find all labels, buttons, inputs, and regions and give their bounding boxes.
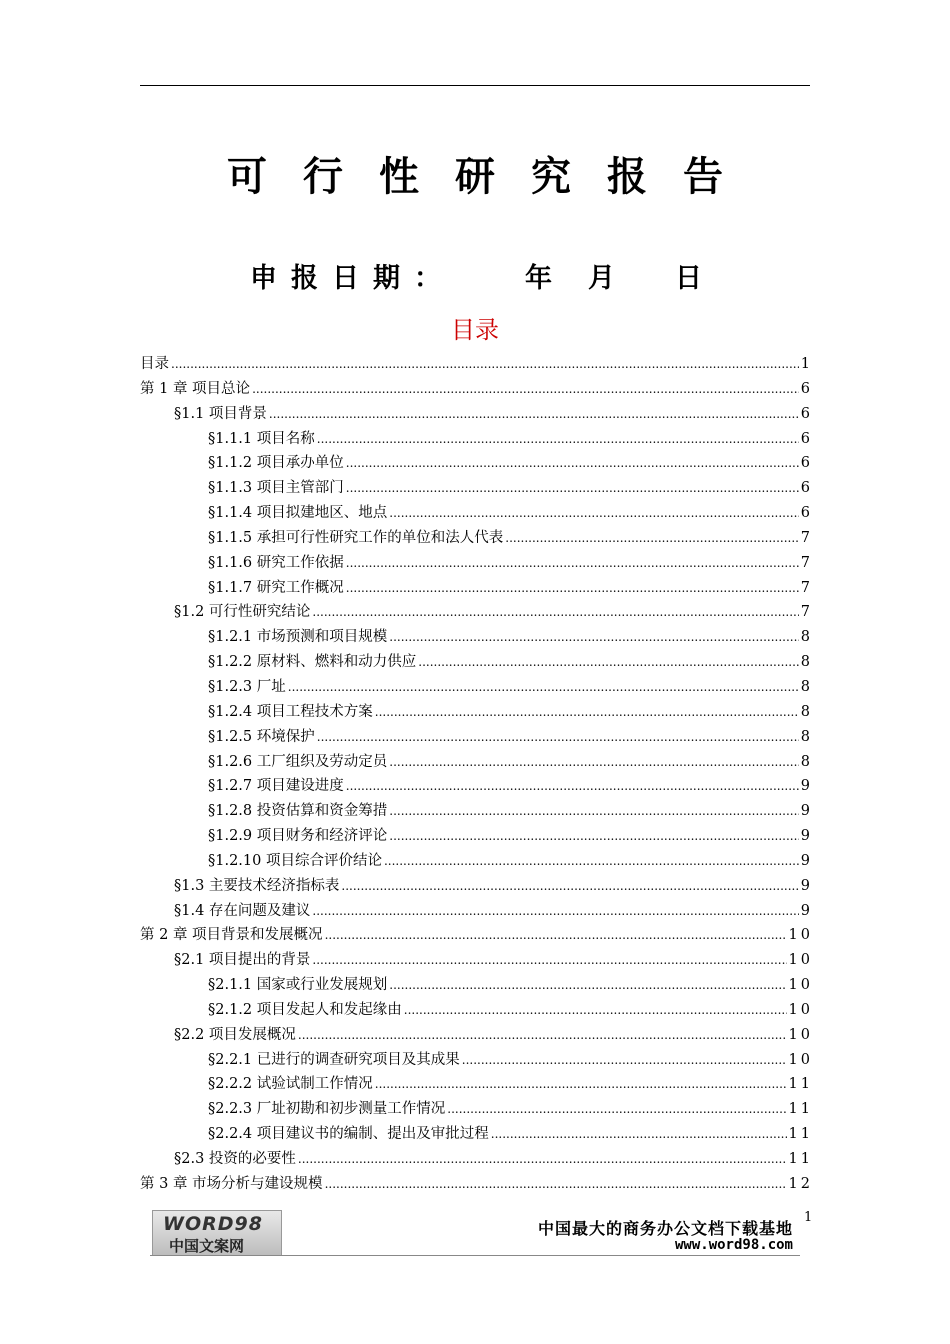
toc-dot-leader: [384, 849, 799, 874]
logo-text: WORD98: [163, 1213, 263, 1235]
toc-entry-page: 11: [788, 1076, 813, 1093]
toc-entry-page: 8: [800, 703, 813, 720]
toc-entry[interactable]: [140, 1097, 813, 1122]
toc-entry[interactable]: [140, 849, 813, 874]
toc-entry-title: §1.1.3 项目主管部门: [208, 480, 344, 497]
toc-dot-leader: [404, 998, 787, 1023]
toc-entry[interactable]: [140, 1172, 813, 1197]
toc-entry[interactable]: [140, 476, 813, 501]
toc-entry[interactable]: [140, 501, 813, 526]
toc-entry-title: §1.2.3 厂址: [208, 678, 286, 695]
toc-entry-title: §1.2.6 工厂组织及劳动定员: [208, 753, 388, 770]
toc-entry-page: 11: [788, 1101, 813, 1118]
toc-dot-leader: [346, 576, 799, 601]
toc-entry-page: 9: [800, 803, 813, 820]
toc-entry[interactable]: [140, 526, 813, 551]
toc-dot-leader: [389, 799, 799, 824]
toc-entry-title: 目录: [140, 356, 169, 372]
toc-dot-leader: [317, 427, 799, 452]
toc-entry[interactable]: [140, 1147, 813, 1172]
toc-entry[interactable]: [140, 1048, 813, 1073]
footer-url[interactable]: www.word98.com: [674, 1237, 793, 1253]
toc-dot-leader: [346, 476, 799, 501]
toc-entry-title: §1.1 项目背景: [174, 405, 267, 422]
toc-entry[interactable]: [140, 600, 813, 625]
toc-entry-page: 10: [788, 1026, 813, 1043]
toc-entry-title: §2.1.1 国家或行业发展规划: [208, 977, 388, 994]
toc-entry[interactable]: [140, 625, 813, 650]
toc-entry[interactable]: [140, 451, 813, 476]
toc-dot-leader: [447, 1097, 786, 1122]
toc-entry-title: §1.2.5 环境保护: [208, 728, 315, 745]
toc-entry[interactable]: [140, 650, 813, 675]
toc-entry-page: 10: [788, 1051, 813, 1068]
toc-entry[interactable]: [140, 998, 813, 1023]
toc-entry[interactable]: [140, 675, 813, 700]
toc-dot-leader: [269, 402, 799, 427]
toc-dot-leader: [375, 700, 799, 725]
toc-entry-title: §1.2.9 项目财务和经济评论: [208, 828, 388, 845]
toc-entry-page: 8: [800, 678, 813, 695]
toc-entry-page: 10: [788, 977, 813, 994]
toc-entry-page: 7: [800, 529, 813, 546]
document-title: 可行性研究报告: [227, 154, 759, 200]
toc-dot-leader: [418, 650, 799, 675]
footer-rule: [150, 1255, 800, 1256]
toc-entry-title: §2.3 投资的必要性: [174, 1151, 296, 1167]
toc-entry-title: §2.1 项目提出的背景: [174, 952, 311, 969]
toc-entry-title: §2.2.3 厂址初勘和初步测量工作情况: [208, 1101, 446, 1118]
toc-dot-leader: [346, 551, 799, 576]
toc-entry[interactable]: [140, 352, 813, 377]
toc-dot-leader: [341, 874, 798, 899]
toc-entry-page: 6: [800, 505, 813, 522]
toc-dot-leader: [389, 501, 799, 526]
toc-entry-page: 9: [800, 778, 813, 795]
toc-entry-title: §1.1.1 项目名称: [208, 430, 315, 447]
toc-entry-page: 6: [800, 430, 813, 447]
toc-entry-page: 9: [800, 828, 813, 845]
toc-entry-title: §2.1.2 项目发起人和发起缘由: [208, 1001, 402, 1018]
toc-entry[interactable]: [140, 576, 813, 601]
toc-entry-title: §2.2.2 试验试制工作情况: [208, 1076, 373, 1093]
toc-entry[interactable]: [140, 725, 813, 750]
date-day-unit: 日: [675, 263, 702, 294]
toc-entry[interactable]: [140, 874, 813, 899]
toc-entry-page: 8: [800, 654, 813, 671]
toc-entry[interactable]: [140, 948, 813, 973]
toc-entry-title: §1.2.7 项目建设进度: [208, 778, 344, 795]
toc-dot-leader: [325, 1172, 787, 1197]
toc-entry-page: 12: [788, 1175, 813, 1192]
toc-dot-leader: [346, 774, 799, 799]
page-number: 1: [804, 1210, 813, 1225]
toc-entry[interactable]: [140, 1023, 813, 1048]
toc-entry-title: §1.1.7 研究工作概况: [208, 579, 344, 596]
toc-dot-leader: [288, 675, 799, 700]
toc-entry[interactable]: [140, 973, 813, 998]
toc-entry-title: §1.1.4 项目拟建地区、地点: [208, 505, 388, 522]
toc-entry[interactable]: [140, 377, 813, 402]
toc-entry[interactable]: [140, 551, 813, 576]
toc-entry-page: 10: [788, 1001, 813, 1018]
toc-entry-page: 11: [788, 1126, 813, 1143]
toc-entry[interactable]: [140, 799, 813, 824]
toc-entry[interactable]: [140, 427, 813, 452]
toc-dot-leader: [389, 973, 786, 998]
toc-entry-title: §1.2.4 项目工程技术方案: [208, 703, 373, 720]
toc-entry-page: 9: [800, 852, 813, 869]
toc-entry[interactable]: [140, 700, 813, 725]
toc-entry-title: 第 1 章 项目总论: [140, 380, 251, 397]
toc-dot-leader: [325, 923, 787, 948]
toc-entry-title: §1.3 主要技术经济指标表: [174, 877, 340, 894]
logo-subtext: 中国文案网: [169, 1237, 245, 1255]
toc-entry[interactable]: [140, 1122, 813, 1147]
toc-entry-title: §1.4 存在问题及建议: [174, 902, 311, 919]
footer-slogan: 中国最大的商务办公文档下载基地: [537, 1219, 793, 1238]
toc-entry-page: 7: [800, 554, 813, 571]
declaration-date-line: [140, 256, 810, 300]
toc-dot-leader: [312, 899, 798, 924]
date-label: 申报日期：: [250, 263, 455, 294]
toc-dot-leader: [252, 377, 799, 402]
date-year-unit: 年: [525, 263, 552, 294]
toc-entry-page: 6: [800, 480, 813, 497]
toc-entry-page: 10: [788, 927, 813, 944]
toc-entry-page: 9: [800, 902, 813, 919]
toc-entry-page: 6: [800, 380, 813, 397]
toc-entry-title: §2.2 项目发展概况: [174, 1026, 296, 1043]
toc-dot-leader: [312, 948, 786, 973]
toc-entry-title: §1.2.8 投资估算和资金筹措: [208, 803, 388, 820]
date-month-unit: 月: [588, 263, 615, 294]
toc-entry-title: §1.2.2 原材料、燃料和动力供应: [208, 654, 417, 671]
toc-dot-leader: [317, 725, 799, 750]
toc-dot-leader: [375, 1072, 787, 1097]
toc-dot-leader: [389, 824, 799, 849]
toc-dot-leader: [298, 1023, 787, 1048]
toc-entry[interactable]: [140, 1072, 813, 1097]
toc-entry-page: 8: [800, 753, 813, 770]
header-rule: [140, 85, 810, 86]
toc-dot-leader: [389, 750, 799, 775]
toc-dot-leader: [298, 1147, 787, 1172]
toc-entry[interactable]: [140, 774, 813, 799]
toc-dot-leader: [346, 451, 799, 476]
toc-entry-title: §1.2 可行性研究结论: [174, 604, 311, 621]
toc-entry-title: §2.2.4 项目建议书的编制、提出及审批过程: [208, 1126, 489, 1143]
toc-heading: 目录: [451, 316, 499, 344]
toc-entry-page: 11: [788, 1151, 813, 1167]
toc-entry[interactable]: [140, 899, 813, 924]
toc-entry-title: §2.2.1 已进行的调查研究项目及其成果: [208, 1051, 460, 1068]
toc-entry-page: 6: [800, 455, 813, 472]
toc-entry-page: 1: [800, 356, 813, 372]
toc-entry-title: 第 3 章 市场分析与建设规模: [140, 1175, 323, 1192]
toc-entry-title: 第 2 章 项目背景和发展概况: [140, 927, 323, 944]
toc-dot-leader: [312, 600, 798, 625]
toc-dot-leader: [491, 1122, 787, 1147]
toc-entry-page: 8: [800, 629, 813, 646]
toc-entry-page: 6: [800, 405, 813, 422]
toc-dot-leader: [171, 352, 799, 377]
toc-entry[interactable]: [140, 923, 813, 948]
toc-entry[interactable]: [140, 824, 813, 849]
toc-entry-page: 7: [800, 604, 813, 621]
toc-dot-leader: [505, 526, 799, 551]
toc-entry-page: 7: [800, 579, 813, 596]
toc-entry-page: 9: [800, 877, 813, 894]
toc-entry-title: §1.2.1 市场预测和项目规模: [208, 629, 388, 646]
toc-dot-leader: [462, 1048, 787, 1073]
table-of-contents: [140, 352, 813, 1197]
toc-entry-title: §1.1.5 承担可行性研究工作的单位和法人代表: [208, 529, 504, 546]
toc-entry[interactable]: [140, 402, 813, 427]
word98-logo: [152, 1210, 282, 1256]
toc-entry-title: §1.1.6 研究工作依据: [208, 554, 344, 571]
toc-entry-title: §1.2.10 项目综合评价结论: [208, 852, 382, 869]
toc-entry-page: 8: [800, 728, 813, 745]
toc-entry[interactable]: [140, 750, 813, 775]
toc-entry-page: 10: [788, 952, 813, 969]
toc-dot-leader: [389, 625, 799, 650]
toc-entry-title: §1.1.2 项目承办单位: [208, 455, 344, 472]
